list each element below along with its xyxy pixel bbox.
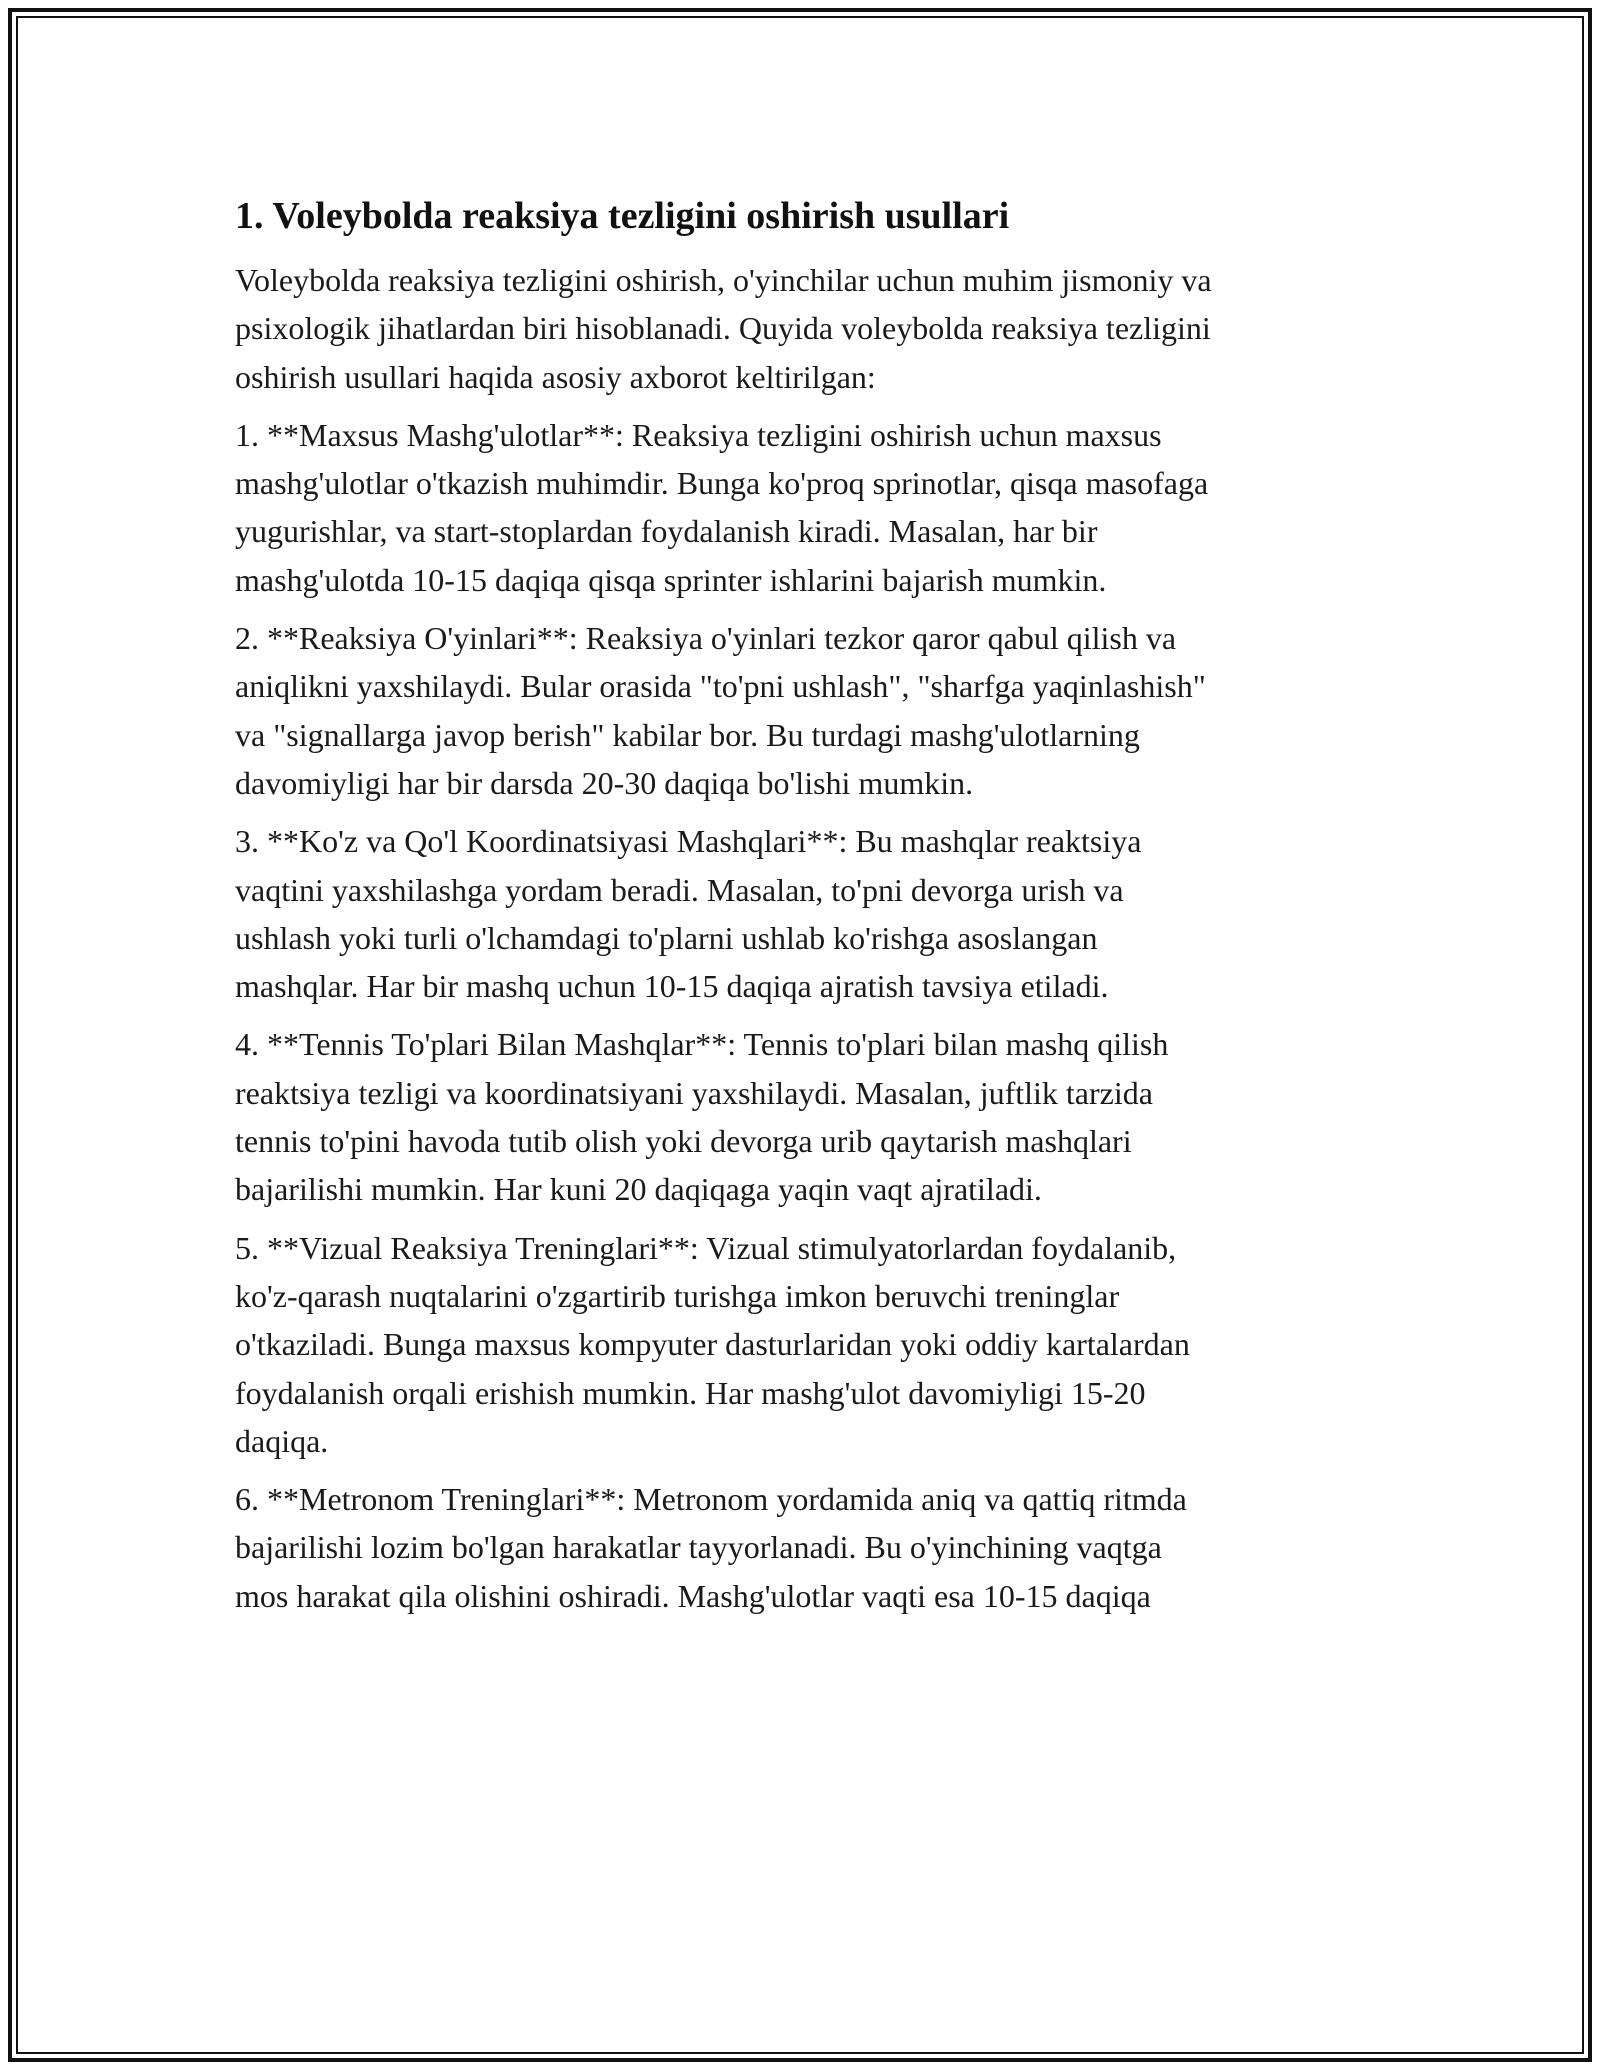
- paragraph-item-5: 5. **Vizual Reaksiya Treninglari**: Vizual stimulyatorlardan foydalanib, ko'z-qarash nuqtalarini o'zgartirib turishga imkon beruvchi treninglar o'tkaziladi. Bunga maxsus kompyuter dasturlaridan yoki oddiy kartalardan foydalanish orqali erishish mumkin. Har mashg'ulot davomiyligi 15-20 daqiqa.: [235, 1229, 1190, 1459]
- paragraph-item-3: 3. **Ko'z va Qo'l Koordinatsiyasi Mashqlari**: Bu mashqlar reaktsiya vaqtini yaxshilashga yordam beradi. Masalan, to'pni devorga urish va ushlash yoki turli o'lchamdagi to'plarni ushlab ko'rishga asoslangan mashqlar. Har bir mashq uchun 10-15 daqiqa ajratish tavsiya etiladi.: [235, 823, 1142, 1005]
- paragraph-item-4: 4. **Tennis To'plari Bilan Mashqlar**: Tennis to'plari bilan mashq qilish reaktsiya tezligi va koordinatsiyani yaxshilaydi. Masalan, juftlik tarzida tennis to'pini havoda tutib olish yoki devorga urib qaytarish mashqlari bajarilishi mumkin. Har kuni 20 daqiqaga yaqin vaqt ajratiladi.: [235, 1026, 1169, 1208]
- document-title: 1. Voleybolda reaksiya tezligini oshirish usullari: [235, 195, 1010, 237]
- paragraph-item-1: 1. **Maxsus Mashg'ulotlar**: Reaksiya tezligini oshirish uchun maxsus mashg'ulotlar o'tkazish muhimdir. Bunga ko'proq sprinotlar, qisqa masofaga yugurishlar, va start-stoplardan foydalanish kiradi. Masalan, har bir mashg'ulotda 10-15 daqiqa qisqa sprinter ishlarini bajarish mumkin.: [235, 416, 1209, 598]
- intro-paragraph: Voleybolda reaksiya tezligini oshirish, o'yinchilar uchun muhim jismoniy va psixologik jihatlardan biri hisoblanadi. Quyida voleybolda reaksiya tezligini oshirish usullari haqida asosiy axborot keltirilgan:: [235, 262, 1212, 395]
- paragraph-item-6: 6. **Metronom Treninglari**: Metronom yordamida aniq va qattiq ritmda bajarilishi lozim bo'lgan harakatlar tayyorlanadi. Bu o'yinchining vaqtga mos harakat qila olishini oshiradi. Mashg'ulotlar vaqti esa 10-15 daqiqa: [235, 1481, 1187, 1614]
- paragraph-item-2: 2. **Reaksiya O'yinlari**: Reaksiya o'yinlari tezkor qaror qabul qilish va aniqlikni yaxshilaydi. Bular orasida "to'pni ushlash", "sharfga yaqinlashish" va "signallarga javop berish" kabilar bor. Bu turdagi mashg'ulotlarning davomiyligi har bir darsda 20-30 daqiqa bo'lishi mumkin.: [235, 620, 1206, 801]
- document-body: [235, 186, 1375, 1620]
